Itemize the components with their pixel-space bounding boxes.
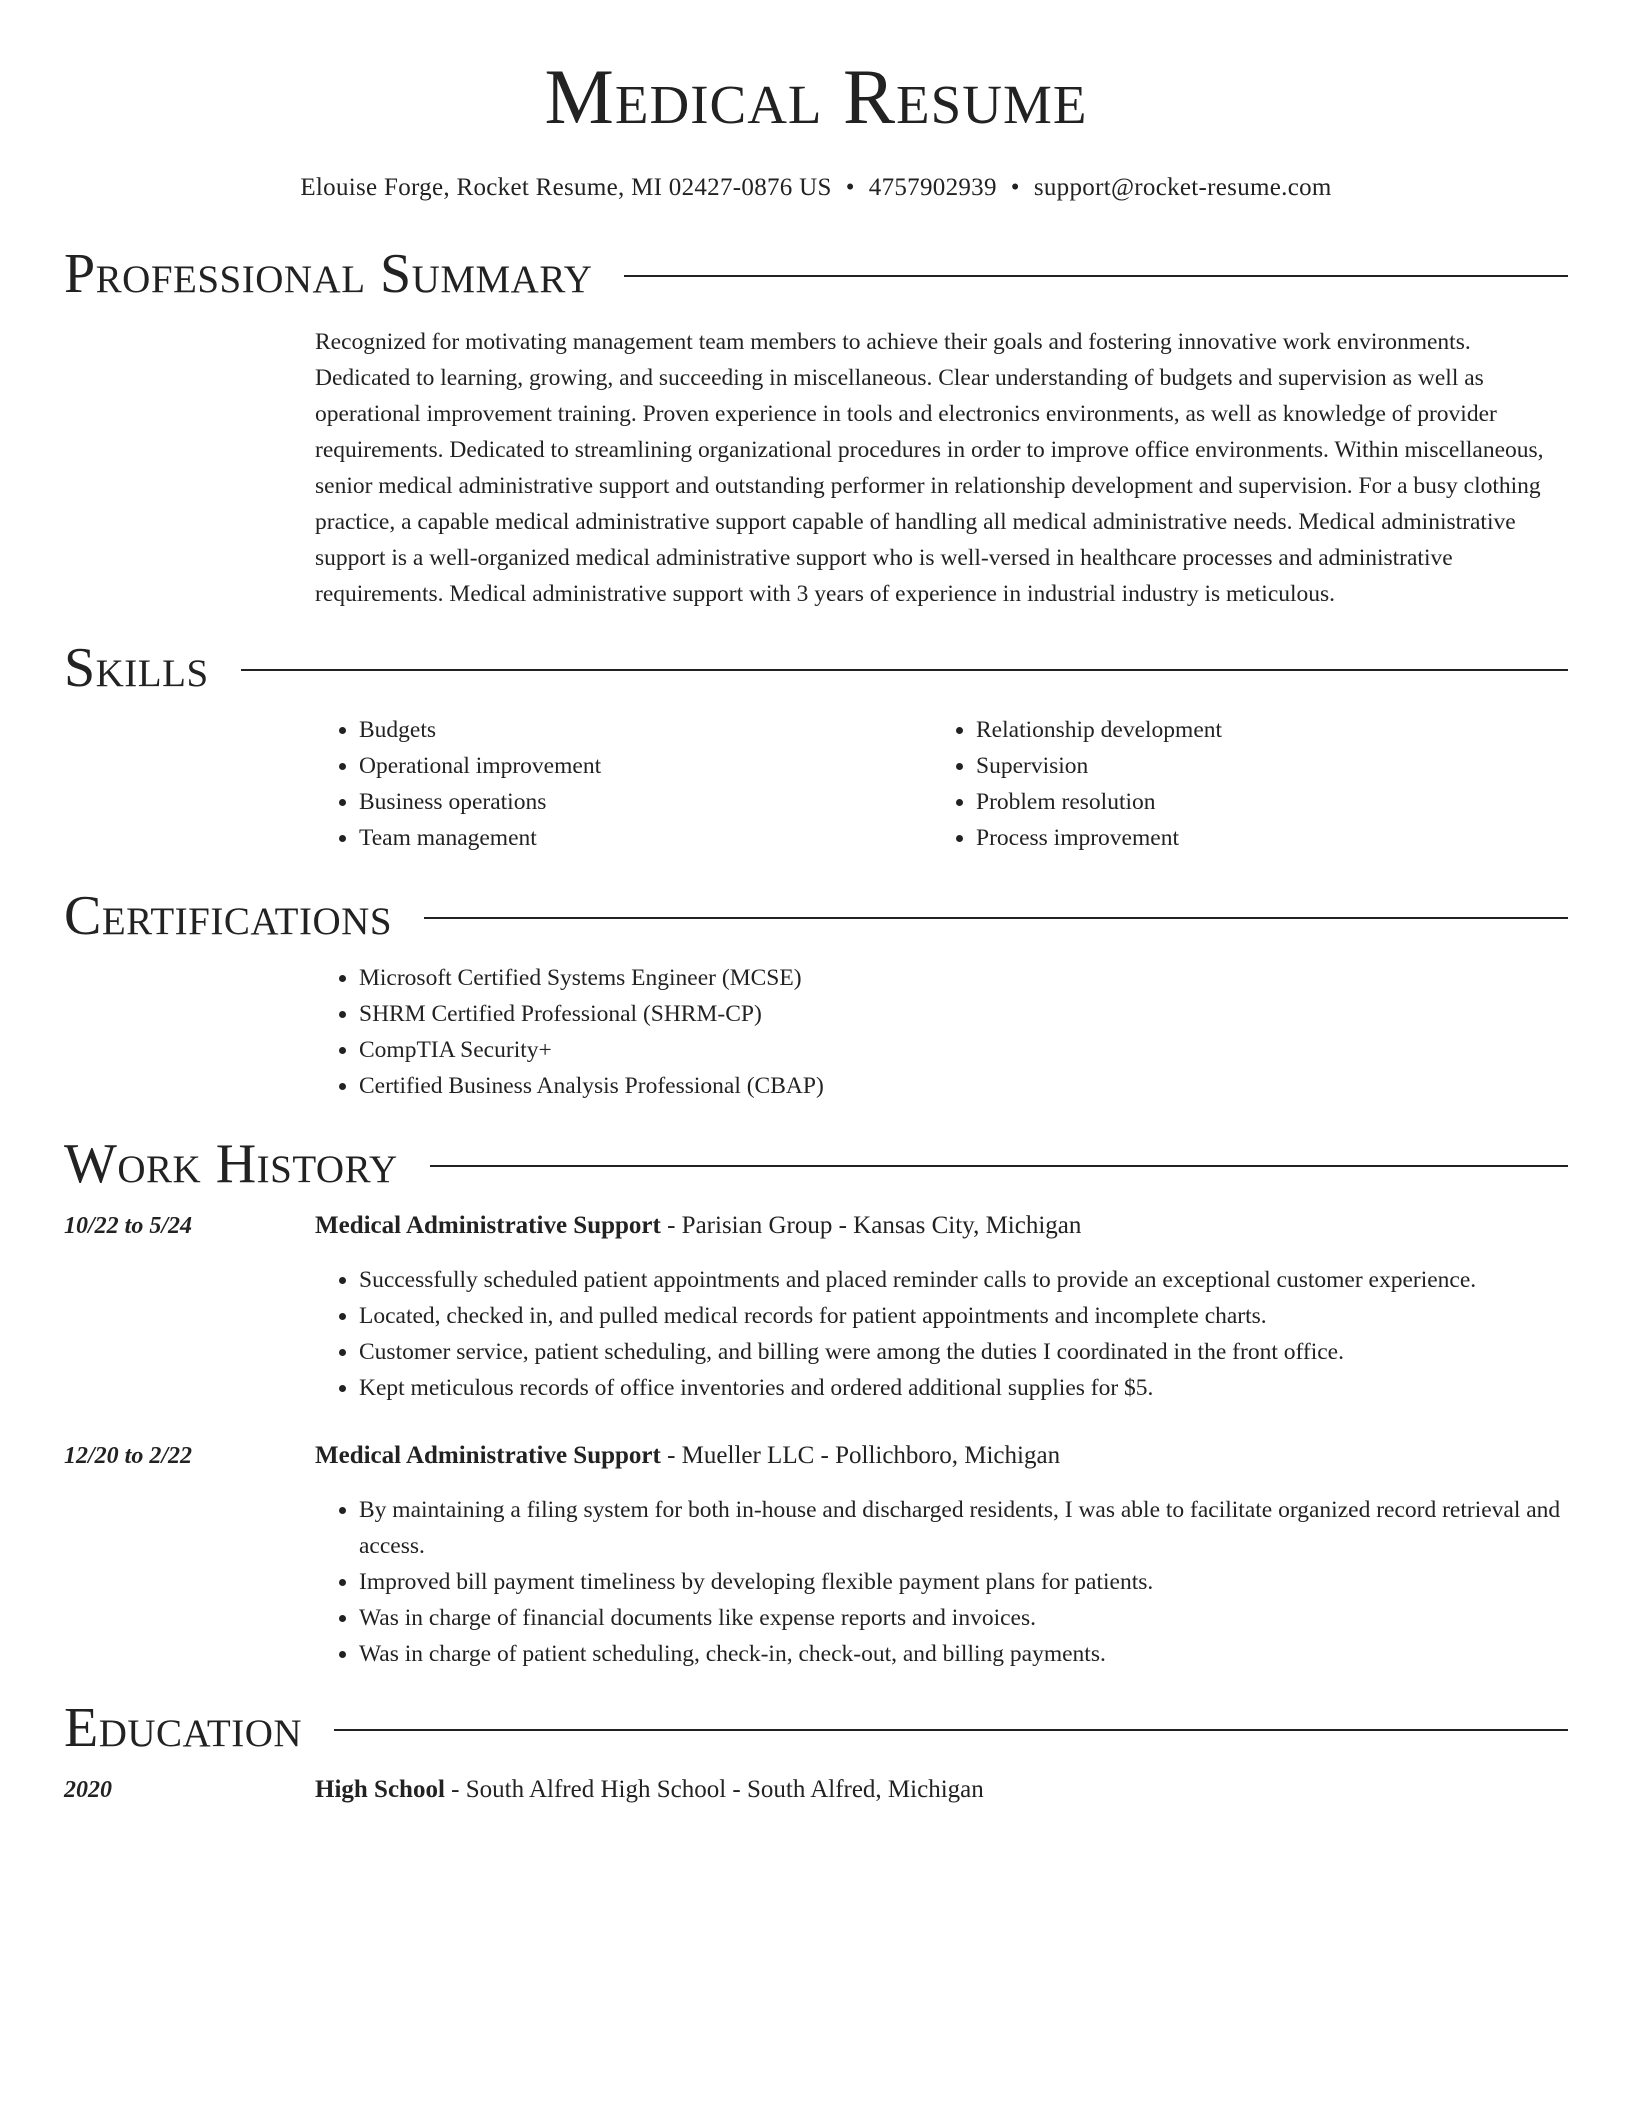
resume-title: Medical Resume: [544, 53, 1088, 140]
certification-item: • CompTIA Security+: [359, 1032, 1568, 1068]
section-divider: [424, 917, 1568, 919]
summary-section: [64, 243, 1568, 612]
job-entry: [64, 1208, 1568, 1406]
education-section: [64, 1697, 1568, 1808]
skill-item: • Supervision: [976, 748, 1549, 784]
job-dates: 10/22 to 5/24: [64, 1213, 193, 1239]
job-heading: [315, 1208, 1568, 1244]
job-details: - Mueller LLC - Pollichboro, Michigan: [660, 1442, 1061, 1469]
job-bullet: • By maintaining a filing system for both in-house and discharged residents, I was able to facilitate organized record retrieval and access.: [359, 1492, 1568, 1564]
job-details: - Parisian Group - Kansas City, Michigan: [660, 1212, 1082, 1239]
job-bullet: • Was in charge of patient scheduling, check-in, check-out, and billing payments.: [359, 1636, 1568, 1672]
education-heading-line: [315, 1772, 1568, 1808]
skill-item: • Team management: [359, 820, 932, 856]
certification-item: • Certified Business Analysis Professional (CBAP): [359, 1068, 1568, 1104]
section-divider: [624, 275, 1568, 277]
skills-heading: [64, 637, 1568, 699]
skill-item: • Problem resolution: [976, 784, 1549, 820]
work-heading: [64, 1133, 1568, 1195]
summary-text: Recognized for motivating management team members to achieve their goals and fostering innovative work environments. Dedicated to learning, growing, and succeeding in miscellaneous. Clear understanding of budgets and supervision as well as operational improvement training. Proven experience in tools and electronics environments, as well as knowledge of provider requirements. Dedicated to streamlining organizational procedures in order to improve office environments. Within miscellaneous, senior medical administrative support and outstanding performer in relationship development and supervision. For a busy clothing practice, a capable medical administrative support capable of handling all medical administrative needs. Medical administrative support is a well-organized medical administrative support who is well-versed in healthcare processes and administrative requirements. Medical administrative support with 3 years of experience in industrial industry is meticulous.: [315, 329, 1544, 607]
skills-list-right: [932, 712, 1549, 856]
certifications-title: Certifications: [64, 885, 393, 947]
education-details: - South Alfred High School - South Alfred, Michigan: [444, 1776, 984, 1803]
job-bullet: • Improved bill payment timeliness by developing flexible payment plans for patients.: [359, 1564, 1568, 1600]
resume-page: [64, 0, 1568, 1808]
education-heading: [64, 1697, 1568, 1759]
job-dates: 12/20 to 2/22: [64, 1443, 193, 1469]
job-bullet: • Was in charge of financial documents like expense reports and invoices.: [359, 1600, 1568, 1636]
education-entry: [64, 1772, 1568, 1808]
skill-item: • Business operations: [359, 784, 932, 820]
certification-item: • Microsoft Certified Systems Engineer (MCSE): [359, 960, 1568, 996]
summary-title: Professional Summary: [64, 243, 593, 305]
certifications-heading: [64, 885, 1568, 947]
job-bullet: • Customer service, patient scheduling, and billing were among the duties I coordinated in the front office.: [359, 1334, 1568, 1370]
job-bullets: [315, 1262, 1568, 1406]
section-divider: [241, 669, 1568, 671]
job-entry: [64, 1438, 1568, 1672]
education-degree: High School: [315, 1776, 445, 1803]
work-title: Work History: [64, 1133, 398, 1195]
job-bullet: • Successfully scheduled patient appointments and placed reminder calls to provide an exceptional customer experience.: [359, 1262, 1568, 1298]
skill-item: • Operational improvement: [359, 748, 932, 784]
skills-title: Skills: [64, 637, 209, 699]
education-title: Education: [64, 1697, 303, 1759]
contact-line: [64, 174, 1568, 202]
skills-section: [64, 637, 1568, 856]
section-divider: [334, 1729, 1568, 1731]
section-divider: [430, 1165, 1568, 1167]
job-bullet: • Located, checked in, and pulled medical records for patient appointments and incomplete charts.: [359, 1298, 1568, 1334]
education-year: 2020: [64, 1777, 112, 1803]
job-role: Medical Administrative Support: [315, 1442, 661, 1469]
certification-item: • SHRM Certified Professional (SHRM-CP): [359, 996, 1568, 1032]
contact-separator: •: [1010, 174, 1020, 201]
job-heading: [315, 1438, 1568, 1474]
skill-item: • Relationship development: [976, 712, 1549, 748]
certifications-section: [64, 885, 1568, 1104]
work-section: [64, 1133, 1568, 1672]
summary-heading: [64, 243, 1568, 305]
skill-item: • Budgets: [359, 712, 932, 748]
skill-item: • Process improvement: [976, 820, 1549, 856]
contact-separator: •: [845, 174, 855, 201]
skills-list-left: [315, 712, 932, 856]
job-bullet: • Kept meticulous records of office inventories and ordered additional supplies for $5.: [359, 1370, 1568, 1406]
job-bullets: [315, 1492, 1568, 1672]
contact-address: Elouise Forge, Rocket Resume, MI 02427-0876 US: [300, 174, 832, 201]
contact-email: support@rocket-resume.com: [1033, 174, 1332, 201]
contact-phone: 4757902939: [868, 174, 997, 201]
certifications-list: [315, 960, 1568, 1104]
job-role: Medical Administrative Support: [315, 1212, 661, 1239]
